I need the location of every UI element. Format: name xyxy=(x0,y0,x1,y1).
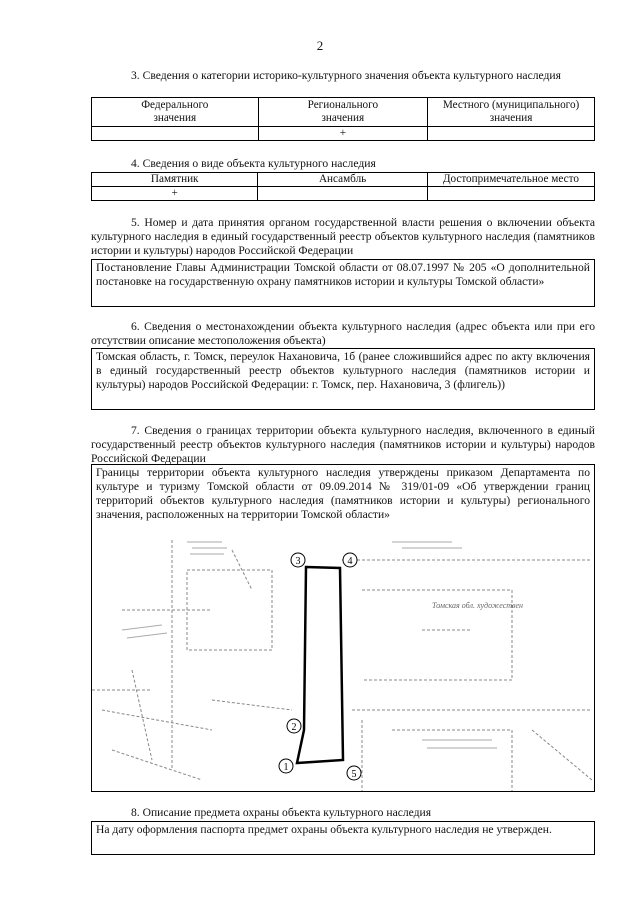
boundary-outline xyxy=(297,567,343,763)
category-value-regional: + xyxy=(258,127,428,141)
point-label-3: 3 xyxy=(295,556,301,567)
section-6-box: Томская область, г. Томск, переулок Нахановича, 1б (ранее сложившийся адрес по акту включения в единый государственный реестр объектов культурного наследия (памятников истории и культуры) народов Российской Федерации: г. Томск, пер. Нахановича, 3 (флигель)) xyxy=(91,348,595,410)
map-drawing xyxy=(92,530,595,792)
section-4-heading: 4. Сведения о виде объекта культурного наследия xyxy=(131,157,376,170)
category-header-local: Местного (муниципального) значения xyxy=(428,98,595,127)
category-value-local xyxy=(428,127,595,141)
section-7-box: Границы территории объекта культурного наследия утверждены приказом Департамента по культуре и туризму Томской области от 09.09.2014 № 319/01-09 «Об утверждении границ территорий объектов культурного наследия (памятников истории и культуры) регионального значения, расположенных на территории Томской области» xyxy=(91,464,595,532)
point-label-1: 1 xyxy=(283,762,289,773)
type-header-landmark: Достопримечательное место xyxy=(427,173,594,187)
category-header-federal: Федерального значения xyxy=(92,98,259,127)
type-header-monument: Памятник xyxy=(92,173,258,187)
map-label-museum: Томская обл. художествен xyxy=(432,601,524,610)
section-7-heading: 7. Сведения о границах территории объекта культурного наследия, включенного в единый государственный реестр объектов культурного наследия (памятников истории и культуры) народов Российской Федерации xyxy=(91,424,595,465)
section-8-heading: 8. Описание предмета охраны объекта культурного наследия xyxy=(131,806,432,819)
boundary-points xyxy=(279,553,361,780)
section-6-heading: 6. Сведения о местонахождении объекта культурного наследия (адрес объекта или при его отсутствии описание местоположения объекта) xyxy=(91,320,595,347)
type-header-ensemble: Ансамбль xyxy=(258,173,427,187)
category-header-regional: Регионального значения xyxy=(258,98,428,127)
type-table xyxy=(91,172,595,201)
page-number: 2 xyxy=(316,38,324,53)
type-value-landmark xyxy=(427,187,594,201)
point-label-4: 4 xyxy=(347,556,353,567)
type-value-monument: + xyxy=(92,187,258,201)
territory-map xyxy=(91,530,595,792)
section-5-heading: 5. Номер и дата принятия органом государственной власти решения о включении объекта культурного наследия в единый государственный реестр объектов культурного наследия (памятников истории и культуры) народов Российской Федерации xyxy=(91,216,595,257)
section-8-box: На дату оформления паспорта предмет охраны объекта культурного наследия не утвержден. xyxy=(91,821,595,855)
section-5-box: Постановление Главы Администрации Томской области от 08.07.1997 № 205 «О дополнительной постановке на государственную охрану памятников истории и культуры Томской области» xyxy=(91,259,595,307)
point-label-5: 5 xyxy=(351,769,357,780)
category-value-federal xyxy=(92,127,259,141)
section-3-heading: 3. Сведения о категории историко-культурного значения объекта культурного наследия xyxy=(131,69,561,82)
map-hatching xyxy=(122,542,497,748)
type-value-ensemble xyxy=(258,187,427,201)
point-label-2: 2 xyxy=(291,722,297,733)
category-table xyxy=(91,97,595,141)
